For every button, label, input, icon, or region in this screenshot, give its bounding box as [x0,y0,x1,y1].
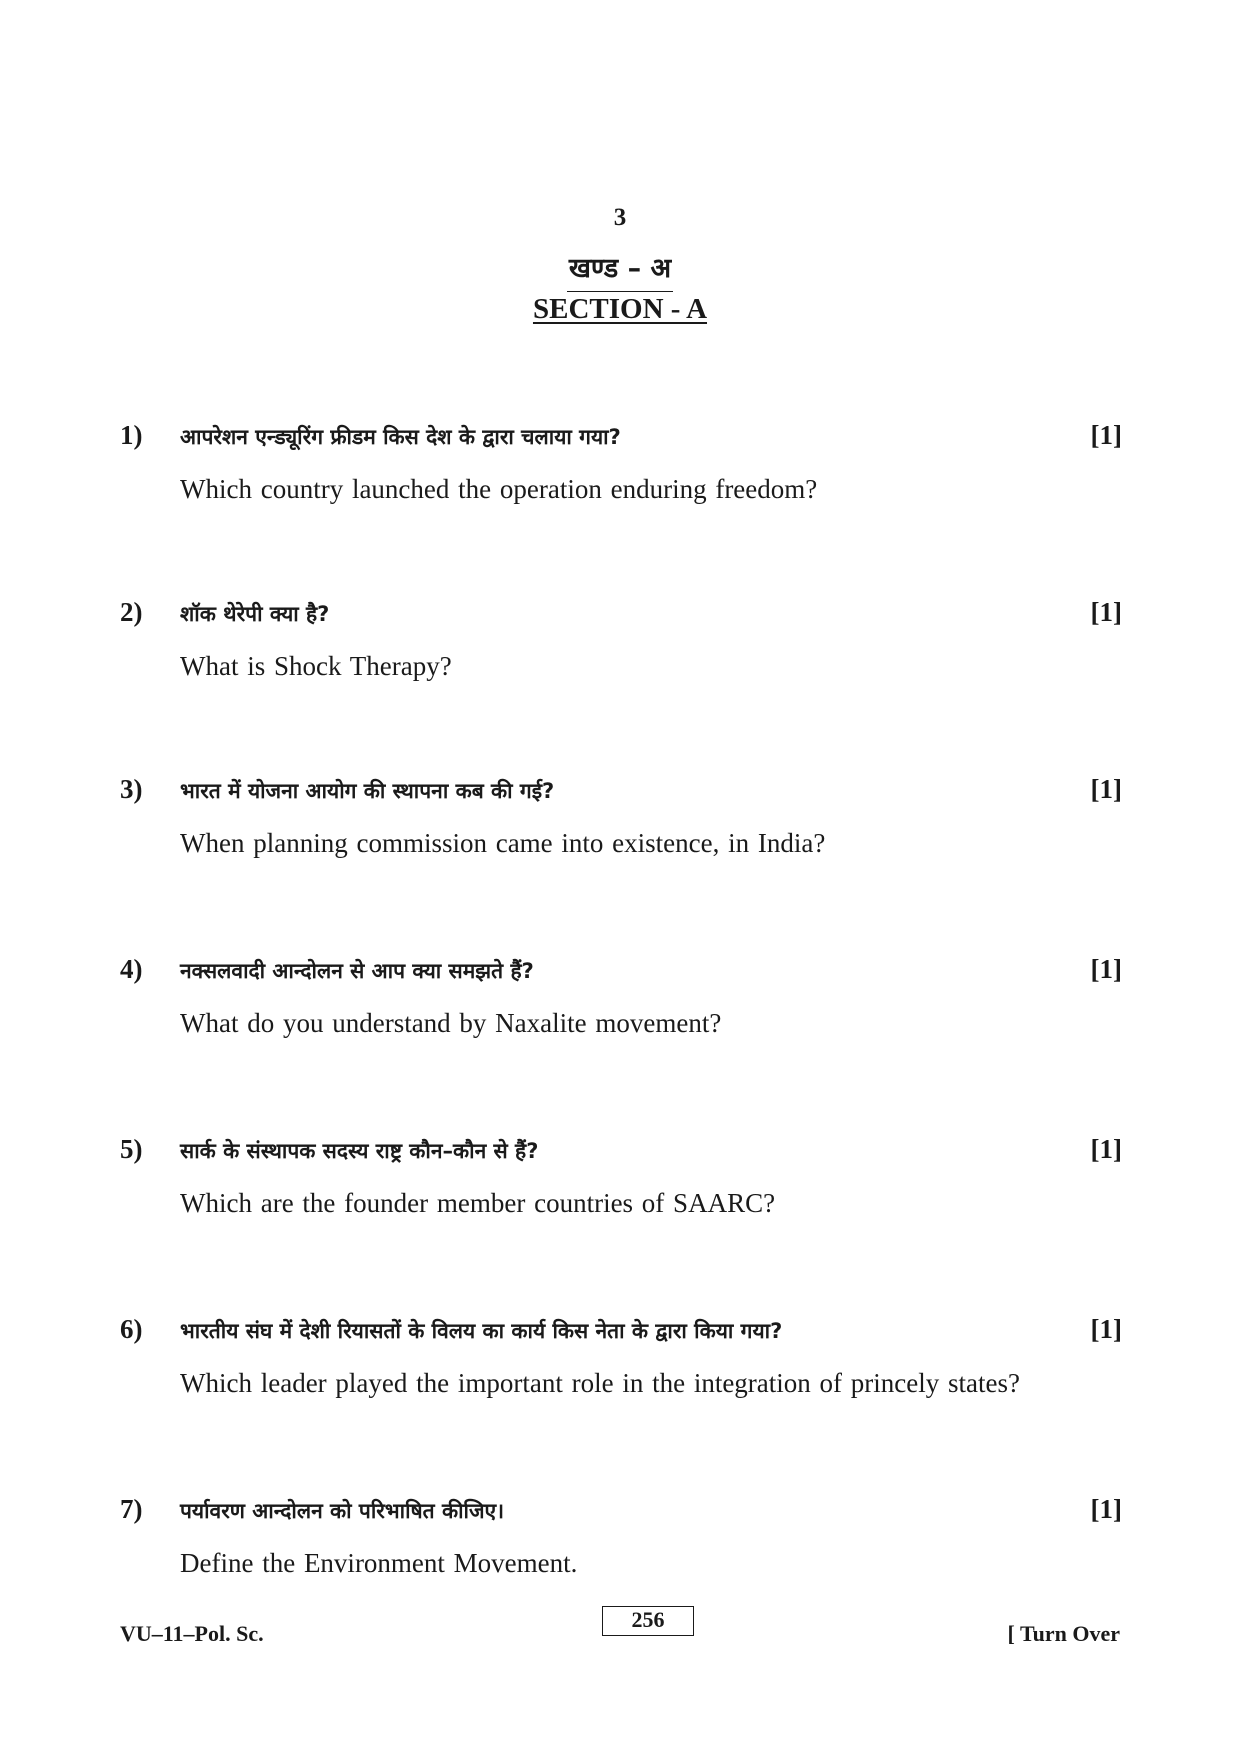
question-text-hindi: भारतीय संघ में देशी रियासतों के विलय का कार्य किस नेता के द्वारा किया गया? [180,1319,783,1343]
question-text-english: Which country launched the operation enduring freedom? [180,474,818,504]
section-title-english [0,293,1240,326]
question-number: 7) [120,1494,143,1524]
question-text-hindi: सार्क के संस्थापक सदस्य राष्ट्र कौन–कौन से हैं? [180,1139,539,1163]
question-text-english: Which leader played the important role in the integration of princely states? [180,1368,1020,1398]
question-marks: [1] [1090,420,1122,450]
question-text-hindi: आपरेशन एन्ड्यूरिंग फ्रीडम किस देश के द्वारा चलाया गया? [180,425,621,449]
question-marks: [1] [1090,597,1122,627]
question-3 [0,774,1240,884]
section-title-hindi-text: खण्ड – अ [567,248,673,292]
question-2 [0,597,1240,707]
question-number: 4) [120,954,143,984]
question-6 [0,1314,1240,1424]
boxed-page-number: 256 [602,1606,694,1636]
question-marks: [1] [1090,1314,1122,1344]
question-number: 1) [120,420,143,450]
question-number: 5) [120,1134,143,1164]
question-marks: [1] [1090,954,1122,984]
question-number: 3) [120,774,143,804]
question-number: 6) [120,1314,143,1344]
section-title-english-text: SECTION - A [532,293,708,325]
question-1 [0,420,1240,530]
question-4 [0,954,1240,1064]
question-marks: [1] [1090,774,1122,804]
question-text-english: Define the Environment Movement. [180,1548,578,1578]
section-title-hindi [0,248,1240,292]
question-text-hindi: भारत में योजना आयोग की स्थापना कब की गई? [180,779,555,803]
question-text-hindi: नक्सलवादी आन्दोलन से आप क्या समझते हैं? [180,959,534,983]
question-text-hindi: शॉक थेरेपी क्या है? [180,602,330,626]
question-7 [0,1494,1240,1604]
paper-code: VU–11–Pol. Sc. [120,1621,264,1646]
question-number: 2) [120,597,143,627]
question-text-english: What is Shock Therapy? [180,651,452,681]
turn-over-label: [ Turn Over [1007,1621,1120,1646]
page-number: 3 [613,204,627,231]
question-5 [0,1134,1240,1244]
question-text-english: Which are the founder member countries of SAARC? [180,1188,776,1218]
question-text-english: What do you understand by Naxalite movement? [180,1008,722,1038]
question-text-english: When planning commission came into existence, in India? [180,828,826,858]
question-marks: [1] [1090,1134,1122,1164]
question-marks: [1] [1090,1494,1122,1524]
question-text-hindi: पर्यावरण आन्दोलन को परिभाषित कीजिए। [180,1499,505,1523]
